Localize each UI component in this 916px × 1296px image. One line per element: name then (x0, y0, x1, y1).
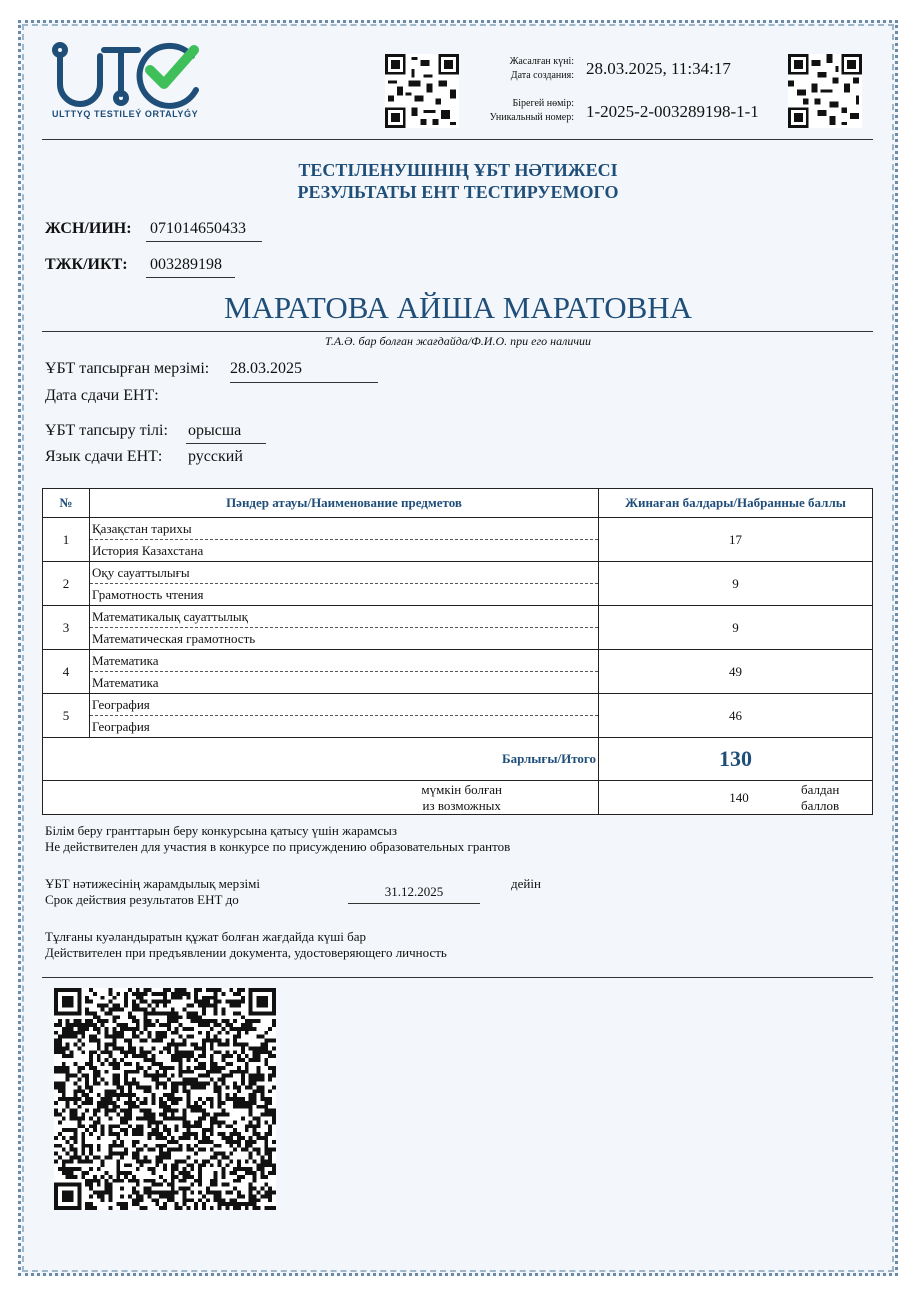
qr-code (788, 54, 862, 128)
iin-value: 071014650433 (146, 220, 262, 242)
header-num: № (43, 489, 90, 518)
exam-date-value: 28.03.2025 (230, 360, 378, 383)
full-name: МАРАТОВА АЙША МАРАТОВНА (223, 290, 693, 325)
exam-lang-label-kz: ҰБТ тапсыру тілі: (45, 422, 168, 439)
subject-cell (90, 694, 599, 738)
subject-ru: Математика (92, 675, 159, 690)
unique-label-ru: Уникальный номер: (489, 112, 574, 123)
table-row (43, 562, 873, 606)
validity-label-ru: Срок действия результатов ЕНТ до (45, 892, 239, 907)
ikt-value: 003289198 (146, 256, 235, 278)
validity-label-kz: ҰБТ нәтижесінің жарамдылық мерзімі (45, 876, 260, 891)
points-label-ru: баллов (801, 797, 840, 813)
table-row (43, 694, 873, 738)
id-note (45, 929, 447, 961)
unique-label (462, 97, 574, 125)
score-cell: 46 (599, 694, 873, 738)
subject-kz: Математикалық сауаттылық (90, 606, 598, 628)
validity-date: 31.12.2025 (348, 884, 480, 904)
title-ru: РЕЗУЛЬТАТЫ ЕНТ ТЕСТИРУЕМОГО (297, 182, 619, 202)
exam-date-label-ru: Дата сдачи ЕНТ: (45, 387, 159, 404)
subject-ru: География (92, 719, 150, 734)
validity-label (45, 876, 260, 908)
possible-cell (599, 781, 873, 815)
table-row (43, 518, 873, 562)
qr-code (385, 54, 459, 128)
score-cell: 17 (599, 518, 873, 562)
possible-label-ru: из возможных (422, 797, 501, 813)
score-cell: 9 (599, 562, 873, 606)
grant-note-ru: Не действителен для участия в конкурсе по присуждению образовательных грантов (45, 839, 511, 854)
header-divider (42, 139, 873, 140)
subject-cell (90, 562, 599, 606)
score-cell: 49 (599, 650, 873, 694)
subject-kz: Оқу сауаттылығы (90, 562, 598, 584)
points-label-kz: балдан (801, 781, 840, 797)
table-row (43, 606, 873, 650)
subject-ru: История Казахстана (92, 543, 204, 558)
subject-kz: Математика (90, 650, 598, 672)
table-row (43, 650, 873, 694)
possible-label-kz: мүмкін болған (421, 781, 502, 797)
created-label-ru: Дата создания: (510, 70, 574, 81)
subject-kz: География (90, 694, 598, 716)
footer-divider (42, 977, 873, 978)
id-note-ru: Действителен при предъявлении документа, удостоверяющего личность (45, 945, 447, 960)
name-divider (42, 331, 873, 332)
row-num: 1 (43, 518, 90, 562)
score-cell: 9 (599, 606, 873, 650)
unique-label-kz: Бірегей нөмір: (512, 98, 574, 109)
table-header-row (43, 489, 873, 518)
logo-caption: ULTTYQ TESTILEÝ ORTALYǴY (52, 109, 199, 119)
exam-date-label-kz: ҰБТ тапсырған мерзімі: (45, 360, 210, 377)
possible-label (43, 781, 599, 815)
points-label (799, 782, 839, 814)
large-qr-code (54, 988, 276, 1210)
results-table (42, 488, 873, 815)
subject-cell (90, 650, 599, 694)
id-note-kz: Тұлғаны куәландыратын құжат болған жағдайда күші бар (45, 929, 367, 944)
grant-note-kz: Білім беру гранттарын беру конкурсына қатысу үшін жарамсыз (45, 823, 397, 838)
row-num: 4 (43, 650, 90, 694)
row-num: 3 (43, 606, 90, 650)
exam-lang-value-kz: орысша (186, 422, 266, 444)
validity-suffix: дейін (511, 876, 541, 891)
name-caption: Т.А.Ә. бар болған жағдайда/Ф.И.О. при его наличии (324, 334, 592, 348)
exam-lang-label-ru: Язык сдачи ЕНТ: (45, 448, 163, 465)
header-score: Жинаған балдары/Набранные баллы (599, 489, 873, 518)
iin-label: ЖСН/ИИН: (45, 220, 132, 237)
subject-cell (90, 518, 599, 562)
created-label (462, 55, 574, 83)
created-label-kz: Жасалған күні: (509, 56, 574, 67)
possible-value: 140 (729, 789, 749, 805)
created-value: 28.03.2025, 11:34:17 (586, 59, 731, 78)
title-kz: ТЕСТІЛЕНУШІНІҢ ҰБТ НӘТИЖЕСІ (298, 160, 618, 180)
header-subject: Пәндер атауы/Наименование предметов (90, 489, 599, 518)
subject-kz: Қазақстан тарихы (90, 518, 598, 540)
subject-ru: Математическая грамотность (92, 631, 256, 646)
total-label: Барлығы/Итого (43, 738, 599, 781)
row-num: 5 (43, 694, 90, 738)
subject-cell (90, 606, 599, 650)
row-num: 2 (43, 562, 90, 606)
total-row (43, 738, 873, 781)
total-value: 130 (599, 738, 873, 781)
ikt-label: ТЖК/ИКТ: (45, 256, 128, 273)
exam-lang-value-ru: русский (188, 448, 243, 465)
subject-ru: Грамотность чтения (92, 587, 204, 602)
possible-row (43, 781, 873, 815)
grant-note (45, 823, 510, 855)
unique-number-value: 1-2025-2-003289198-1-1 (586, 102, 759, 121)
